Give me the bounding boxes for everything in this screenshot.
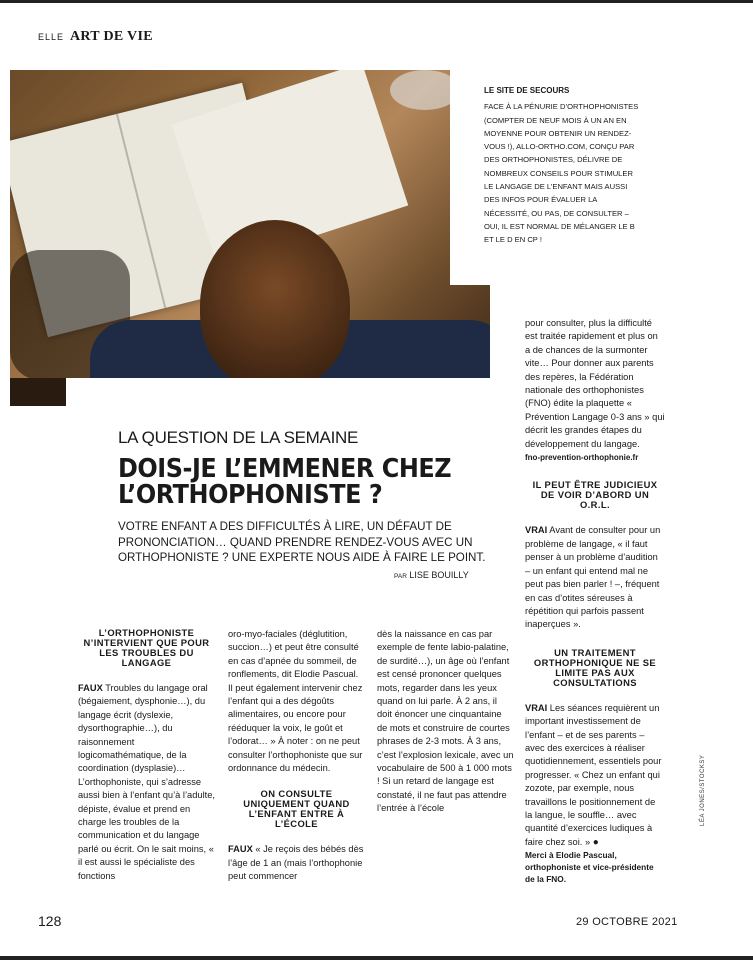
- sidebar-title: LE SITE DE SECOURS: [484, 86, 570, 95]
- column-2-text-2: FAUX « Je reçois des bébés dès l’âge de 1 an (mais l’orthophonie peut commencer: [228, 844, 364, 882]
- article-title: DOIS-JE L’EMMENER CHEZ L’ORTHOPHONISTE ?: [118, 454, 452, 510]
- verdict-faux: FAUX: [228, 844, 253, 855]
- sidebar-box: [484, 84, 642, 247]
- author-name: LISE BOUILLY: [409, 570, 469, 580]
- column-3: [377, 628, 514, 816]
- section-header: [38, 28, 153, 45]
- verdict-vrai: VRAI: [525, 525, 548, 536]
- kicker: LA QUESTION DE LA SEMAINE: [118, 428, 359, 447]
- column-2-text: oro-myo-faciales (déglutition, succion…) et peut être consulté en cas d’apnée du sommeil, de ronflements, dit Elodie Pascual. Il peut également intervenir chez l’enfant qui a des dégoûts alimentaires, ou encore pour rééduquer la voix, le goût et l’odorat… » À noter : on ne peut consulter l’orthophoniste que sur ordonnance du médecin.: [228, 629, 363, 774]
- fno-url: fno-prevention-orthophonie.fr: [525, 453, 639, 463]
- verdict-faux: FAUX: [78, 683, 103, 693]
- column-3-text: dès la naissance en cas par exemple de fente labio-palatine, de surdité…), un âge où l’enfant est censé prononcer quelques mots, regarder dans les yeux quand on lui parle. À 2 ans, il doit énoncer une cinquantaine de mots et construire de courtes phrases de 2-3 mots. À 3 ans, c’est l’explosion lexicale, avec un vocabulaire de 500 à 1 000 mots ! Si un retard de langage est constaté, il ne faut pas attendre l’entrée à l’école: [377, 629, 514, 814]
- column-1: [78, 628, 215, 883]
- signoff: Merci à Elodie Pascual, orthophoniste et vice-présidente de la FNO.: [525, 850, 654, 885]
- column-1-text: FAUX Troubles du langage oral (bégaiement, dysphonie…), du langage écrit (dyslexie, dysorthographie…), du raisonnement logicomathématique, de la coordination (dysplasie)… L’orthophoniste, qui s’adresse aussi bien à l’enfant qu’à l’adulte, dépiste, évalue et prend en charge les troubles de la communication et du langage parlé ou écrit. On le sait moins, « il est aussi le spécialiste des fonctions: [78, 683, 215, 881]
- rubric-title: ART DE VIE: [69, 29, 153, 44]
- bottom-border: [0, 956, 753, 960]
- byline-prefix: PAR: [394, 573, 407, 580]
- subhead-troubles: L’ORTHOPHONISTE N’INTERVIENT QUE POUR LES TROUBLES DU LANGAGE: [83, 627, 210, 668]
- column-4: [525, 317, 665, 885]
- column-4-text-traitement: VRAI Les séances requièrent un important investissement de l’enfant – et de ses parents – avec des exercices à réaliser quotidiennement, essentiels pour progresser. « Chez un enfant qui zozote, par exemple, nous travaillons le positionnement de la langue, le souffle… avec quantité d’exercices ludiques à faire chez soi. » ●: [525, 702, 662, 848]
- chapo: VOTRE ENFANT A DES DIFFICULTÉS À LIRE, UN DÉFAUT DE PRONONCIATION… QUAND PRENDRE RENDEZ-VOUS AVEC UN ORTHOPHONISTE ? UNE EXPERTE NOUS AIDE À FAIRE LE POINT.: [118, 520, 486, 564]
- sidebar-text: FACE À LA PÉNURIE D’ORTHOPHONISTES (COMPTER DE NEUF MOIS À UN AN EN MOYENNE POUR OBTENIR UN RENDEZ-VOUS !), ALLO-ORTHO.COM, CONÇU PAR DES ORTHOPHONISTES, DÉLIVRE DE NOMBREUX CONSEILS POUR STIMULER LE LANGAGE DE L’ENFANT MAIS AUSSI DES INFOS POUR ÉVALUER LA NÉCESSITÉ, OU PAS, DE CONSULTER – OUI, IL EST NORMAL DE MÉLANGER LE B ET LE D EN CP !: [484, 102, 639, 245]
- photo-edge: [10, 378, 66, 406]
- column-4-text: pour consulter, plus la difficulté est traitée rapidement et plus on a de chances de la surmonter vite… Pour donner aux parents des repères, la Fédération nationale des orthophonistes (FNO) édite la plaquette « Prévention Langage 0-3 ans » qui décrit les grandes étapes du développement du langage.: [525, 318, 665, 449]
- brand-logo: ELLE: [38, 32, 65, 42]
- issue-date: 29 OCTOBRE 2021: [576, 916, 678, 928]
- top-border: [0, 0, 753, 3]
- subhead-orl: IL PEUT ÊTRE JUDICIEUX DE VOIR D’ABORD UN O.R.L.: [532, 479, 658, 511]
- end-bullet: ●: [592, 836, 599, 848]
- verdict-vrai: VRAI: [525, 702, 548, 713]
- page-number: 128: [38, 913, 62, 929]
- subhead-traitement: UN TRAITEMENT ORTHOPHONIQUE NE SE LIMITE PAS AUX CONSULTATIONS: [533, 646, 657, 688]
- subhead-ecole: ON CONSULTE UNIQUEMENT QUAND L’ENFANT ENTRE À L’ÉCOLE: [243, 788, 350, 830]
- column-4-text-orl: VRAI Avant de consulter pour un problème de langage, « il faut penser à un problème d’audition – un enfant qui entend mal ne peut pas bien parler ! –, fréquent en cas d’otites séreuses à répétition qui parfois passent inaperçues ».: [525, 525, 661, 630]
- photo-credit: LÉA JONES/STOCKSY: [700, 754, 706, 826]
- byline: [394, 570, 469, 580]
- child-writing-photo: [10, 70, 490, 378]
- column-2: [228, 628, 365, 884]
